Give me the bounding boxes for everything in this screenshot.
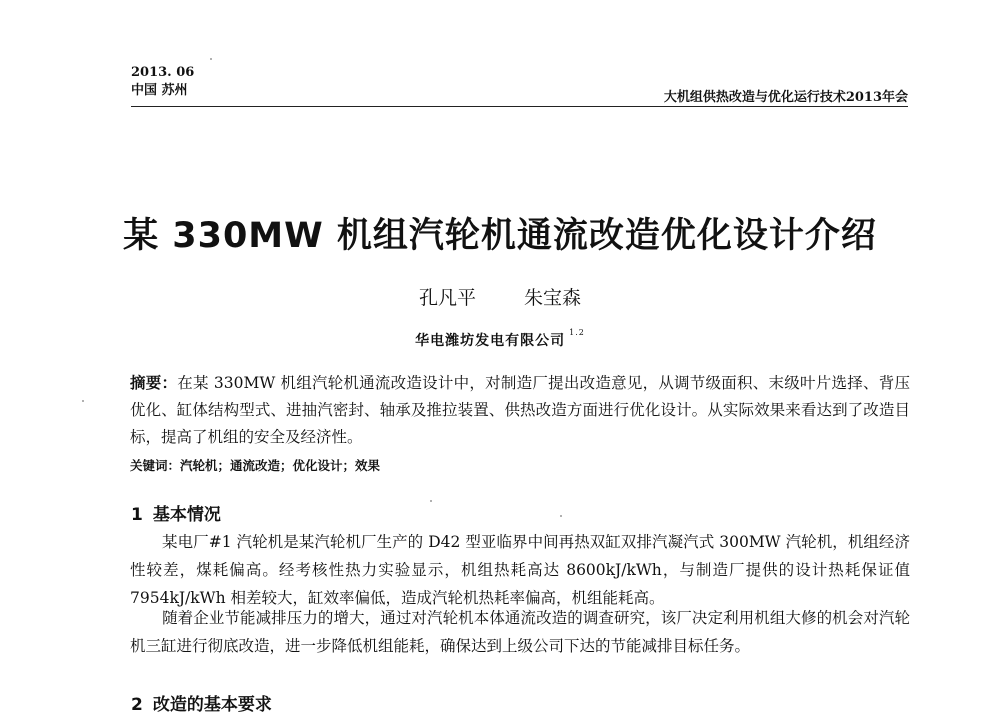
- affiliation-superscript: 1.2: [569, 328, 585, 338]
- header-rule: [131, 106, 908, 107]
- author-name: 朱宝森: [524, 287, 582, 309]
- abstract: [130, 369, 910, 451]
- section-title: 改造的基本要求: [152, 695, 272, 715]
- header-location: 中国 苏州: [131, 83, 188, 98]
- header-left: [131, 64, 194, 100]
- keywords-text: 汽轮机；通流改造；优化设计；效果: [180, 458, 381, 473]
- paragraph: [130, 604, 910, 660]
- paragraph-text: 随着企业节能减排压力的增大，通过对汽轮机本体通流改造的调查研究，该厂决定利用机组大修的机会对汽轮机三缸进行彻底改造，进一步降低机组能耗，确保达到上级公司下达的节能减排目标任务。: [130, 609, 910, 655]
- section-number: 2: [131, 695, 143, 715]
- paper-title: 某 330MW 机组汽轮机通流改造优化设计介绍: [123, 216, 877, 256]
- abstract-text: 在某 330MW 机组汽轮机通流改造设计中，对制造厂提出改造意见，从调节级面积、末级叶片选择、背压优化、缸体结构型式、进抽汽密封、轴承及推拉装置、供热改造方面进行优化设计。从实际效果来看达到了改造目标，提高了机组的安全及经济性。: [130, 374, 910, 446]
- section-heading-1: [131, 500, 221, 525]
- abstract-label: 摘要：: [130, 373, 178, 392]
- keywords-label: 关键词：: [130, 458, 181, 473]
- header-date: 2013. 06: [131, 65, 195, 80]
- scan-speck: [560, 515, 562, 517]
- author-name: 孔凡平: [418, 287, 476, 309]
- scan-speck: [210, 58, 212, 60]
- scan-speck: [430, 500, 432, 502]
- affiliation-name: 华电潍坊发电有限公司: [415, 333, 566, 349]
- paragraph-text: 某电厂#1 汽轮机是某汽轮机厂生产的 D42 型亚临界中间再热双缸双排汽凝汽式 300MW 汽轮机，机组经济性较差，煤耗偏高。经考核性热力实验显示，机组热耗高达 8600kJ/kWh，与制造厂提供的设计热耗保证值 7954kJ/kWh 相差较大，缸效率偏低，造成汽轮机热耗率偏高，机组能耗高。: [130, 533, 910, 607]
- scan-speck: [82, 400, 84, 402]
- keywords: [130, 456, 910, 474]
- author-list: [0, 283, 1000, 310]
- header-conference: 大机组供热改造与优化运行技术2013年会: [663, 90, 908, 105]
- affiliation: [0, 330, 1000, 350]
- section-heading-2: [131, 690, 272, 715]
- section-number: 1: [131, 505, 143, 525]
- section-title: 基本情况: [152, 505, 221, 525]
- paragraph: [130, 528, 910, 612]
